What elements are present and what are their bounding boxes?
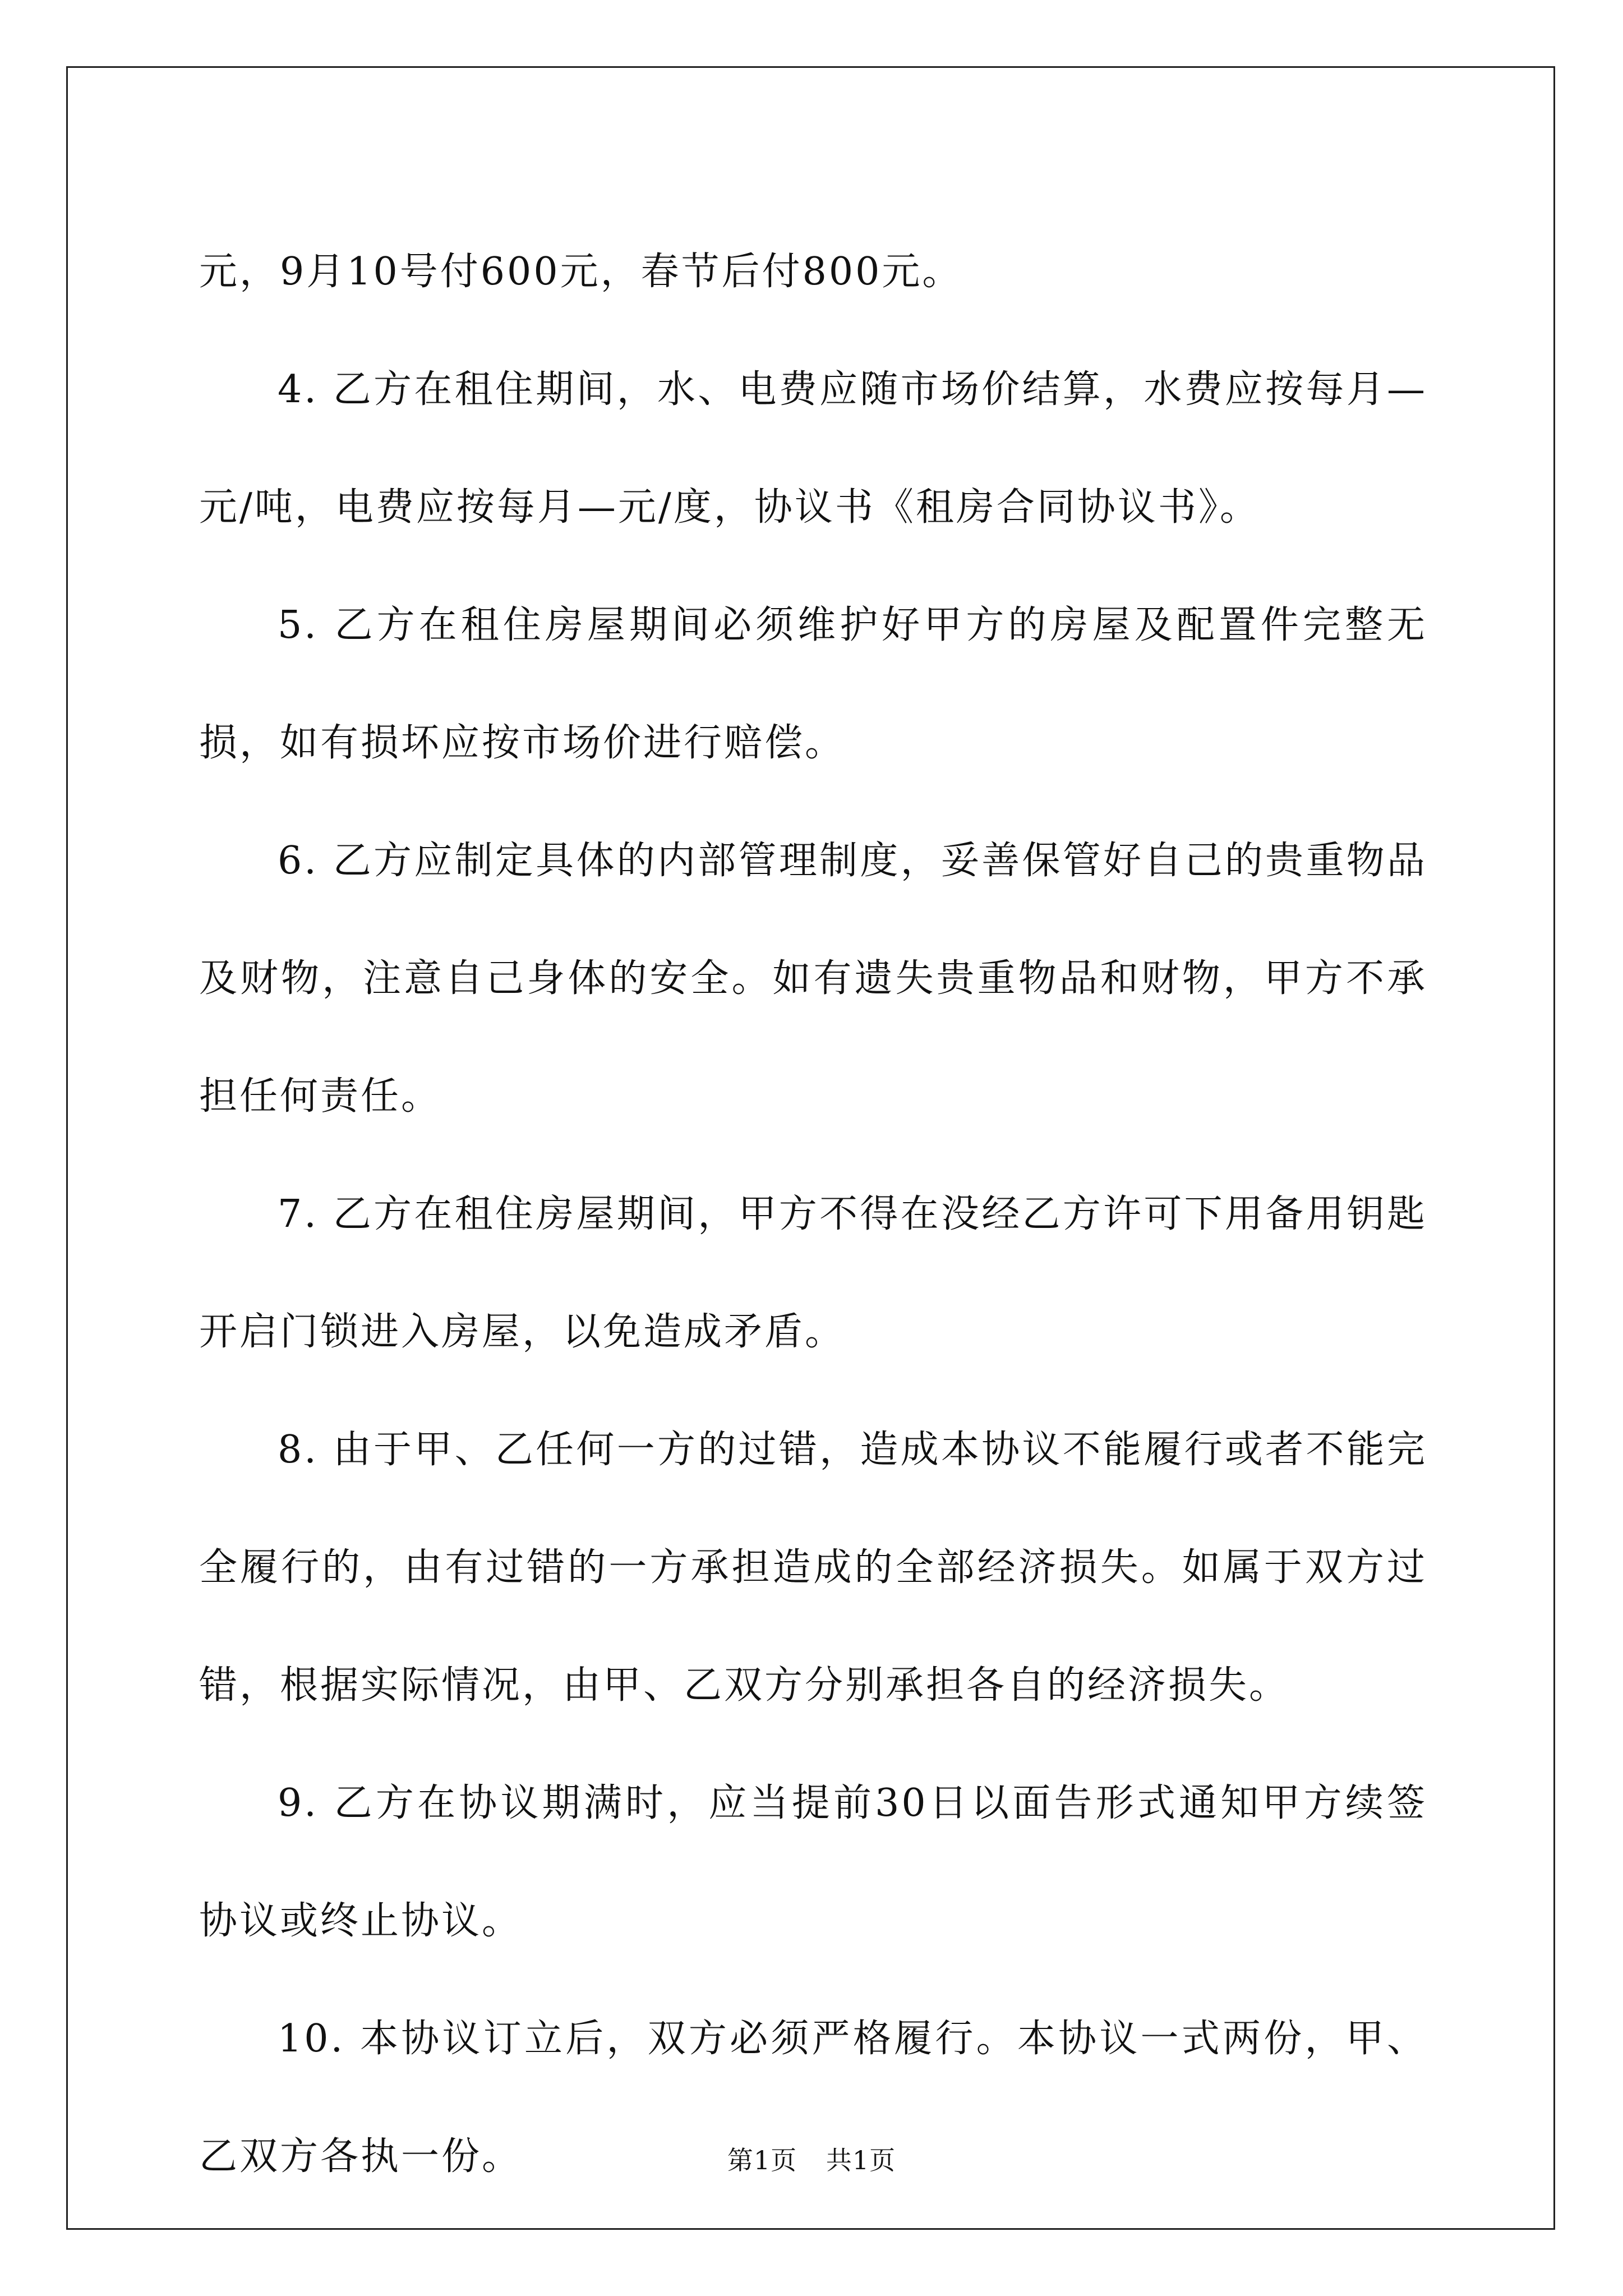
- paragraph-continuation: 元，9月10号付600元，春节后付800元。: [199, 250, 963, 294]
- paragraph-clause-9: 9. 乙方在协议期满时，应当提前30日以面告形式通知甲方续签协议或终止协议。: [199, 1781, 1427, 1943]
- page-number: 第1页: [727, 2145, 797, 2175]
- paragraph-clause-6: 6. 乙方应制定具体的内部管理制度，妥善保管好自己的贵重物品及财物，注意自己身体的安全。如有遗失贵重物品和财物，甲方不承担任何责任。: [199, 839, 1427, 1119]
- paragraph-clause-8: 8. 由于甲、乙任何一方的过错，造成本协议不能履行或者不能完全履行的，由有过错的一方承担造成的全部经济损失。如属于双方过错，根据实际情况，由甲、乙双方分别承担各自的经济损失。: [199, 1428, 1427, 1708]
- document-body: [199, 213, 1427, 2216]
- paragraph-clause-10: 10. 本协议订立后，双方必须严格履行。本协议一式两份，甲、乙双方各执一份。: [199, 2017, 1427, 2179]
- page-footer: [0, 2140, 1623, 2177]
- paragraph-clause-4: 4. 乙方在租住期间，水、电费应随市场价结算，水费应按每月—元/吨，电费应按每月—元/度，协议书《租房合同协议书》。: [199, 367, 1427, 530]
- page-total: 共1页: [826, 2145, 896, 2175]
- paragraph-clause-7: 7. 乙方在租住房屋期间，甲方不得在没经乙方许可下用备用钥匙开启门锁进入房屋，以免造成矛盾。: [199, 1192, 1427, 1354]
- paragraph-clause-5: 5. 乙方在租住房屋期间必须维护好甲方的房屋及配置件完整无损，如有损坏应按市场价进行赔偿。: [199, 603, 1427, 765]
